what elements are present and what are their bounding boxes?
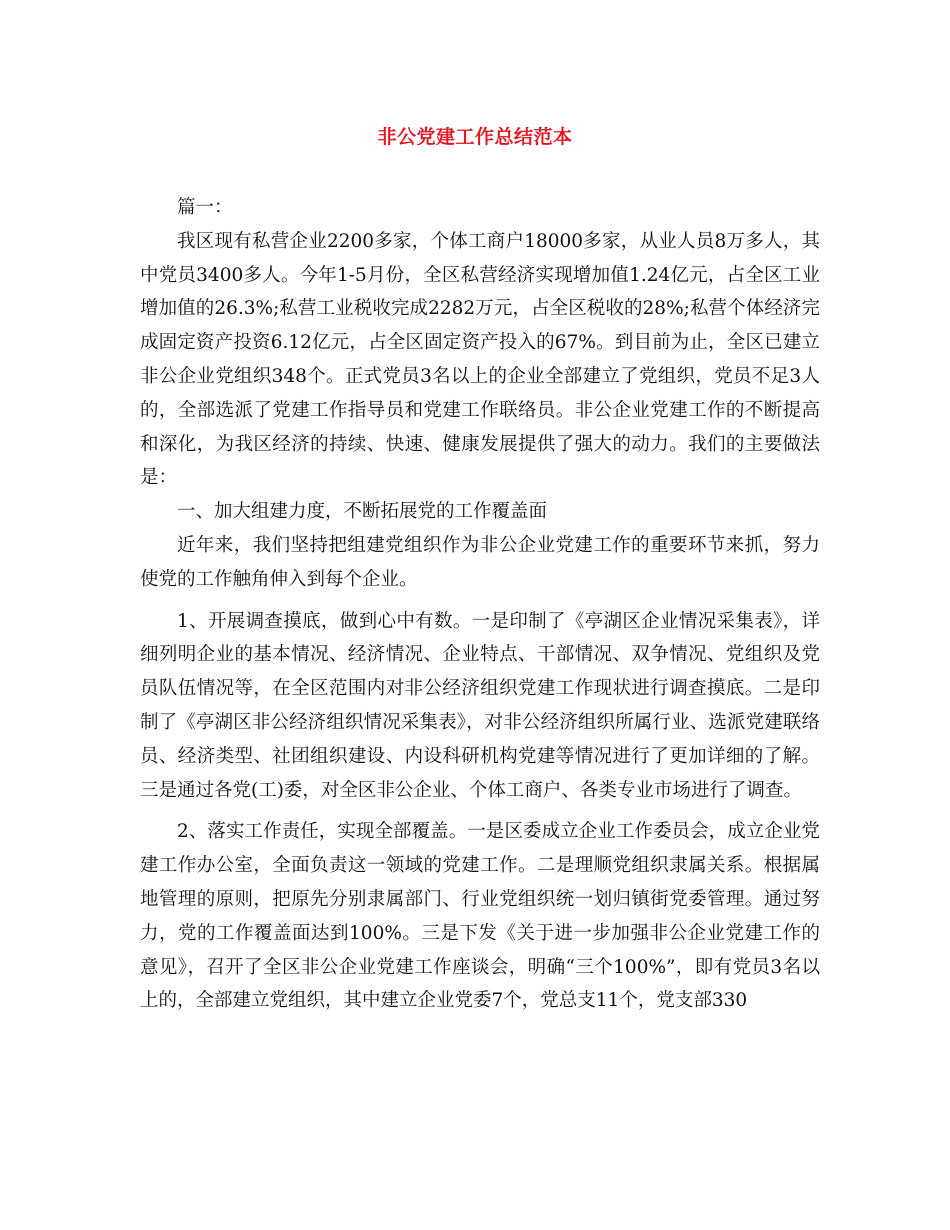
paragraph-intro: 近年来，我们坚持把组建党组织作为非公企业党建工作的重要环节来抓，努力使党的工作触角伸入到每个企业。 xyxy=(140,534,820,590)
paragraph-point-1: 1、开展调查摸底，做到心中有数。一是印制了《亭湖区企业情况采集表》，详细列明企业的基本情况、经济情况、企业特点、干部情况、双争情况、党组织及党员队伍情况等，在全区范围内对非公经济组织党建工作现状进行调查摸底。二是印制了《亭湖区非公经济组织情况采集表》，对非公经济组织所属行业、选派党建联络员、经济类型、社团组织建设、内设科研机构党建等情况进行了更加详细的了解。三是通过各党(工)委，对全区非公企业、个体工商户、各类专业市场进行了调查。 xyxy=(140,610,820,801)
paragraph-point-2: 2、落实工作责任，实现全部覆盖。一是区委成立企业工作委员会，成立企业党建工作办公室，全面负责这一领域的党建工作。二是理顺党组织隶属关系。根据属地管理的原则，把原先分别隶属部门、行业党组织统一划归镇街党委管理。通过努力，党的工作覆盖面达到100%。三是下发《关于进一步加强非公企业党建工作的意见》，召开了全区非公企业党建工作座谈会，明确“三个100%”，即有党员3名以上的，全部建立党组织，其中建立企业党委7个，党总支11个，党支部330 xyxy=(140,821,820,1012)
paragraph-section-label: 篇一： xyxy=(177,197,233,218)
document-body xyxy=(140,191,820,1018)
paragraph-overview: 我区现有私营企业2200多家，个体工商户18000多家，从业人员8万多人，其中党员3400多人。今年1-5月份，全区私营经济实现增加值1.24亿元，占全区工业增加值的26.3%;私营工业税收完成2282万元，占全区税收的28%;私营个体经济完成固定资产投资6.12亿元，占全区固定资产投入的67%。到目前为止，全区已建立非公企业党组织348个。正式党员3名以上的企业全部建立了党组织，党员不足3人的，全部选派了党建工作指导员和党建工作联络员。非公企业党建工作的不断提高和深化，为我区经济的持续、快速、健康发展提供了强大的动力。我们的主要做法是： xyxy=(140,230,820,489)
paragraph-heading-1: 一、加大组建力度，不断拓展党的工作覆盖面 xyxy=(177,501,548,523)
document-title: 非公党建工作总结范本 xyxy=(377,126,573,148)
